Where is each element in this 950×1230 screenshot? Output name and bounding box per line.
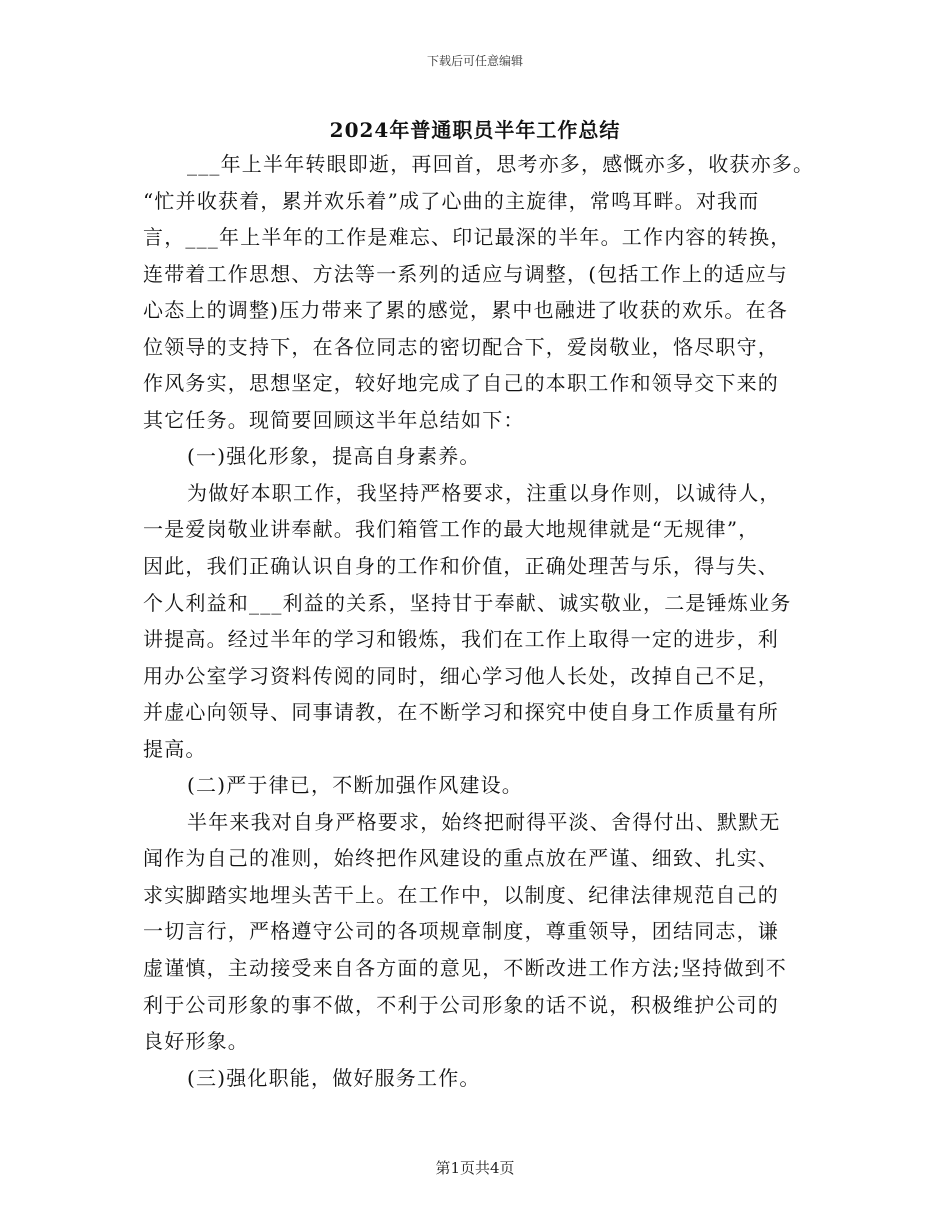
section-heading-1: (一)强化形象，提高自身素养。: [187, 444, 481, 469]
document-body: [143, 146, 833, 1096]
body-line: 心态上的调整)压力带来了累的感觉，累中也融进了收获的欢乐。在各: [143, 298, 789, 323]
body-line: 一切言行，严格遵守公司的各项规章制度，尊重领导，团结同志，谦: [143, 919, 779, 944]
body-line: 一是爱岗敬业讲奉献。我们箱管工作的最大地规律就是“无规律”，: [143, 517, 760, 542]
body-line: 求实脚踏实地埋头苦干上。在工作中，以制度、纪律法律规范自己的: [143, 882, 779, 907]
document-title: 2024年普通职员半年工作总结: [329, 118, 621, 142]
body-line: 连带着工作思想、方法等一系列的适应与调整，(包括工作上的适应与: [143, 261, 789, 286]
section-heading-3: (三)强化职能，做好服务工作。: [187, 1065, 481, 1090]
body-line: ___年上半年转眼即逝，再回首，思考亦多，感慨亦多，收获亦多。: [187, 152, 815, 176]
body-line: 利于公司形象的事不做，不利于公司形象的话不说，积极维护公司的: [143, 992, 779, 1017]
body-line: 为做好本职工作，我坚持严格要求，注重以身作则，以诚待人，: [187, 480, 781, 505]
body-line: 作风务实，思想坚定，较好地完成了自己的本职工作和领导交下来的: [143, 371, 779, 396]
body-line: 提高。: [143, 736, 207, 761]
page-number: 第1页共4页: [435, 1159, 515, 1177]
body-line: 言，___年上半年的工作是难忘、印记最深的半年。工作内容的转换，: [143, 225, 792, 250]
body-line: 虚谨慎，主动接受来自各方面的意见，不断改进工作方法;坚持做到不: [143, 956, 787, 981]
body-line: 用办公室学习资料传阅的同时，细心学习他人长处，改掉自己不足，: [143, 663, 779, 688]
body-line: 讲提高。经过半年的学习和锻炼，我们在工作上取得一定的进步，利: [143, 627, 779, 652]
body-line: 位领导的支持下，在各位同志的密切配合下，爱岗敬业，恪尽职守，: [143, 334, 779, 359]
body-line: 其它任务。现简要回顾这半年总结如下：: [143, 407, 525, 432]
body-line: 闻作为自己的准则，始终把作风建设的重点放在严谨、细致、扎实、: [143, 846, 779, 871]
body-line: “忙并收获着，累并欢乐着”成了心曲的主旋律，常鸣耳畔。对我而: [143, 188, 760, 213]
body-line: 因此，我们正确认识自身的工作和价值，正确处理苦与乐，得与失、: [143, 554, 779, 579]
body-line: 良好形象。: [143, 1029, 249, 1054]
body-line: 半年来我对自身严格要求，始终把耐得平淡、舍得付出、默默无: [187, 809, 781, 834]
section-heading-2: (二)严于律已，不断加强作风建设。: [187, 773, 524, 798]
header-note: 下载后可任意编辑: [426, 54, 523, 68]
body-line: 并虚心向领导、同事请教，在不断学习和探究中使自身工作质量有所: [143, 700, 779, 725]
body-line: 个人利益和___利益的关系，坚持甘于奉献、诚实敬业，二是锤炼业务: [143, 590, 792, 615]
